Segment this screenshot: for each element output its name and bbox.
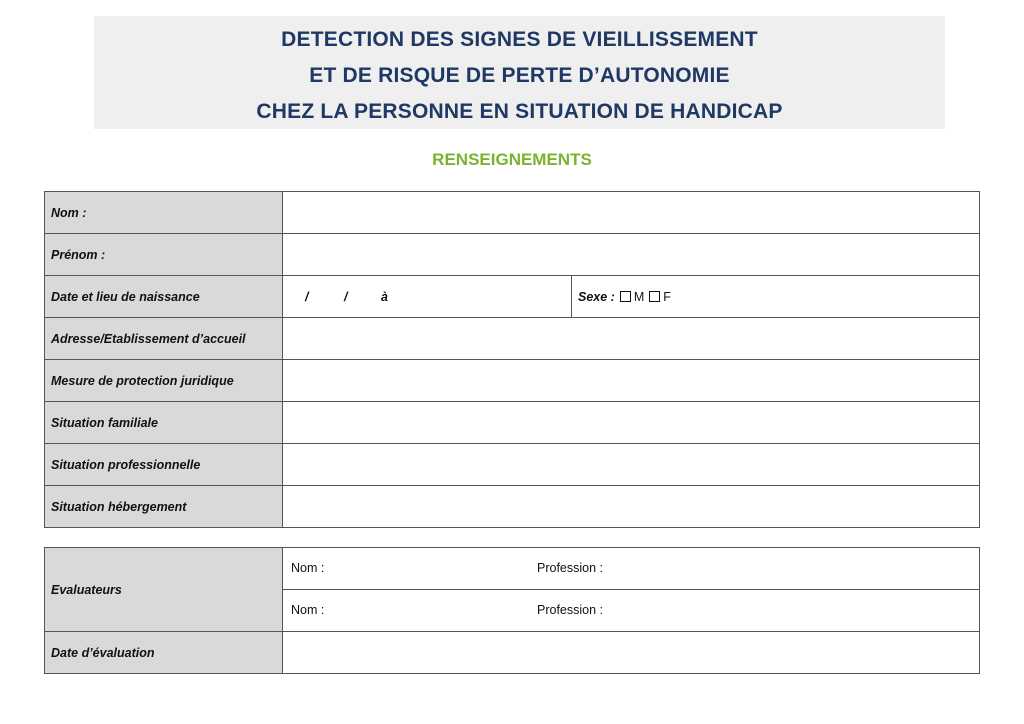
row-evaluateur-1 [45, 548, 980, 590]
info-table [44, 191, 980, 528]
evaluateur-2-cell[interactable] [283, 590, 980, 632]
sexe-cell [572, 276, 980, 318]
input-adresse[interactable] [283, 318, 980, 360]
row-naissance [45, 276, 980, 318]
title-banner [94, 16, 945, 129]
row-nom [45, 192, 980, 234]
row-hebergement [45, 486, 980, 528]
evaluateur-1-profession: Profession : [537, 561, 604, 575]
label-prenom: Prénom : [45, 234, 283, 276]
input-nom[interactable] [283, 192, 980, 234]
row-familiale [45, 402, 980, 444]
input-prenom[interactable] [283, 234, 980, 276]
sexe-f-checkbox[interactable] [649, 291, 660, 302]
input-date-lieu[interactable] [283, 276, 572, 318]
label-evaluateurs: Evaluateurs [45, 548, 283, 632]
date-sep-1: / [305, 289, 309, 304]
title-line-1: DETECTION DES SIGNES DE VIEILLISSEMENT [281, 28, 758, 51]
evaluateur-1-cell[interactable] [283, 548, 980, 590]
evaluateur-2-nom: Nom : [291, 603, 325, 617]
date-a: à [380, 289, 388, 304]
evaluation-table [44, 547, 980, 674]
row-prenom [45, 234, 980, 276]
input-hebergement[interactable] [283, 486, 980, 528]
evaluateur-2-profession: Profession : [537, 603, 604, 617]
title-line-2: ET DE RISQUE DE PERTE D’AUTONOMIE [309, 64, 730, 87]
input-date-evaluation[interactable] [283, 632, 980, 674]
row-date-evaluation [45, 632, 980, 674]
label-professionnelle: Situation professionnelle [45, 444, 283, 486]
sexe-m-checkbox[interactable] [620, 291, 631, 302]
label-adresse: Adresse/Etablissement d’accueil [45, 318, 283, 360]
sexe-label: Sexe : [578, 289, 615, 304]
label-date-evaluation: Date d’évaluation [45, 632, 283, 674]
label-hebergement: Situation hébergement [45, 486, 283, 528]
row-protection [45, 360, 980, 402]
input-professionnelle[interactable] [283, 444, 980, 486]
date-sep-2: / [343, 289, 348, 304]
sexe-m-label: M [633, 289, 645, 304]
label-protection: Mesure de protection juridique [45, 360, 283, 402]
section-title: RENSEIGNEMENTS [432, 150, 592, 169]
input-familiale[interactable] [283, 402, 980, 444]
label-familiale: Situation familiale [45, 402, 283, 444]
row-adresse [45, 318, 980, 360]
label-nom: Nom : [45, 192, 283, 234]
title-line-3: CHEZ LA PERSONNE EN SITUATION DE HANDICAP [256, 100, 783, 123]
row-professionnelle [45, 444, 980, 486]
label-naissance: Date et lieu de naissance [45, 276, 283, 318]
input-protection[interactable] [283, 360, 980, 402]
sexe-f-label: F [663, 289, 671, 304]
evaluateur-1-nom: Nom : [291, 561, 325, 575]
